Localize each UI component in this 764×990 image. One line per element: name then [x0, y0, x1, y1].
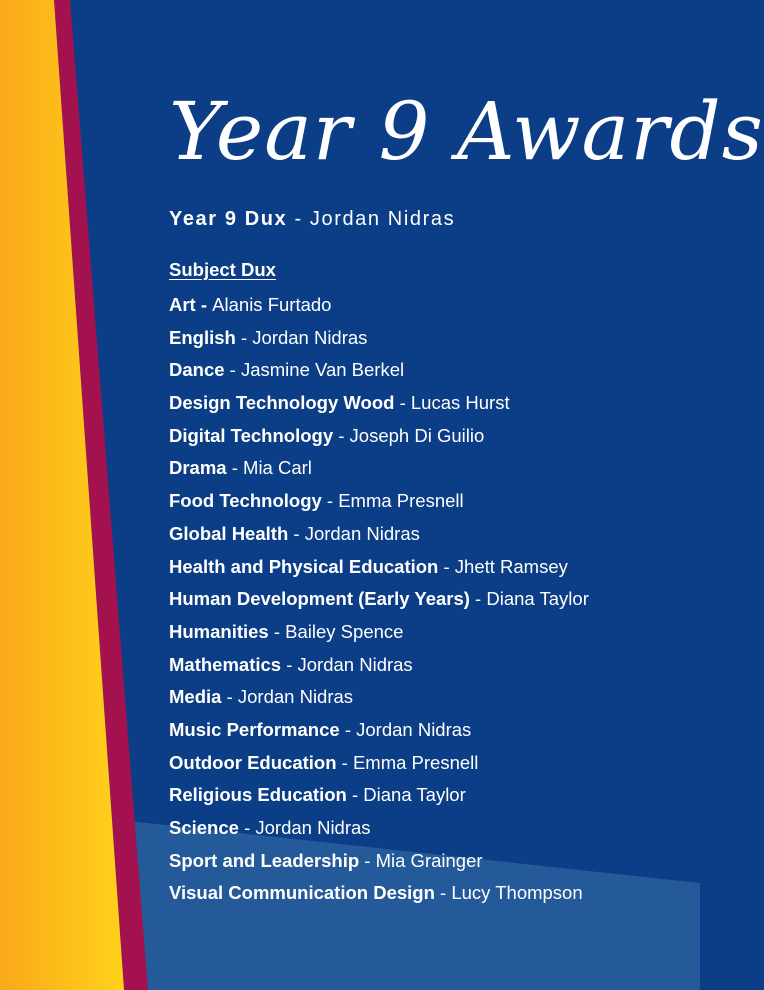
award-name: - Lucy Thompson: [434, 882, 583, 904]
award-row: [169, 812, 589, 845]
award-subject: Music Performance: [169, 718, 340, 740]
award-row: [169, 452, 589, 485]
award-name: - Emma Presnell: [321, 490, 464, 512]
award-subject: Digital Technology: [169, 424, 334, 446]
award-row: [169, 681, 589, 714]
award-name: - Jhett Ramsey: [438, 555, 568, 577]
award-subject: Science: [169, 817, 239, 838]
award-subject: Sport and Leadership: [169, 849, 360, 871]
award-row: [169, 485, 589, 518]
award-name: - Bailey Spence: [268, 620, 404, 642]
award-subject: Drama: [169, 457, 227, 479]
award-row: [169, 877, 589, 910]
award-row: [169, 714, 589, 747]
award-row: [169, 845, 589, 878]
year-dux-line: [169, 208, 455, 231]
award-subject: Food Technology: [169, 490, 322, 512]
award-subject: Humanities: [169, 620, 269, 642]
award-name: Alanis Furtado: [212, 294, 332, 315]
award-name: - Jordan Nidras: [281, 653, 413, 675]
subject-dux-heading: Subject Dux: [169, 259, 276, 280]
page-title: Year 9 Awards: [169, 85, 764, 178]
award-name: - Jordan Nidras: [288, 522, 420, 544]
award-subject: Visual Communication Design: [169, 882, 435, 904]
award-name: - Mia Carl: [226, 457, 312, 479]
award-name: - Diana Taylor: [469, 588, 589, 610]
award-subject: Mathematics: [169, 653, 282, 675]
award-row: [169, 616, 589, 649]
award-row: [169, 387, 589, 420]
award-subject: Outdoor Education: [169, 751, 337, 773]
award-subject: Media: [169, 686, 222, 708]
award-row: [169, 649, 589, 682]
award-subject: English: [169, 326, 236, 348]
award-row: [169, 322, 589, 355]
award-row: [169, 779, 589, 812]
award-subject: Religious Education: [169, 784, 347, 806]
award-subject: Health and Physical Education: [169, 555, 439, 577]
award-row: [169, 551, 589, 584]
award-row: [169, 583, 589, 616]
award-row: [169, 354, 589, 387]
award-row: [169, 420, 589, 453]
year-dux-label: Year 9 Dux: [169, 208, 288, 230]
award-subject: Human Development (Early Years): [169, 588, 470, 610]
award-name: - Emma Presnell: [336, 751, 479, 773]
award-subject: Art -: [169, 294, 213, 315]
award-name: - Lucas Hurst: [394, 392, 510, 414]
year-dux-separator: -: [287, 208, 310, 230]
award-name: - Diana Taylor: [346, 784, 466, 806]
award-name: - Jordan Nidras: [221, 686, 354, 708]
award-name: - Jasmine Van Berkel: [224, 359, 405, 381]
award-subject: Dance: [169, 359, 225, 381]
award-row: [169, 289, 589, 322]
award-row: [169, 518, 589, 551]
award-row: [169, 747, 589, 780]
award-name: - Jordan Nidras: [235, 326, 368, 348]
year-dux-name: Jordan Nidras: [309, 208, 456, 230]
award-name: - Jordan Nidras: [339, 718, 472, 740]
subject-award-list: [169, 289, 589, 910]
award-subject: Global Health: [169, 522, 289, 544]
award-name: - Jordan Nidras: [238, 817, 371, 838]
award-name: - Joseph Di Guilio: [333, 424, 485, 446]
award-name: - Mia Grainger: [359, 849, 483, 871]
award-subject: Design Technology Wood: [169, 392, 395, 414]
